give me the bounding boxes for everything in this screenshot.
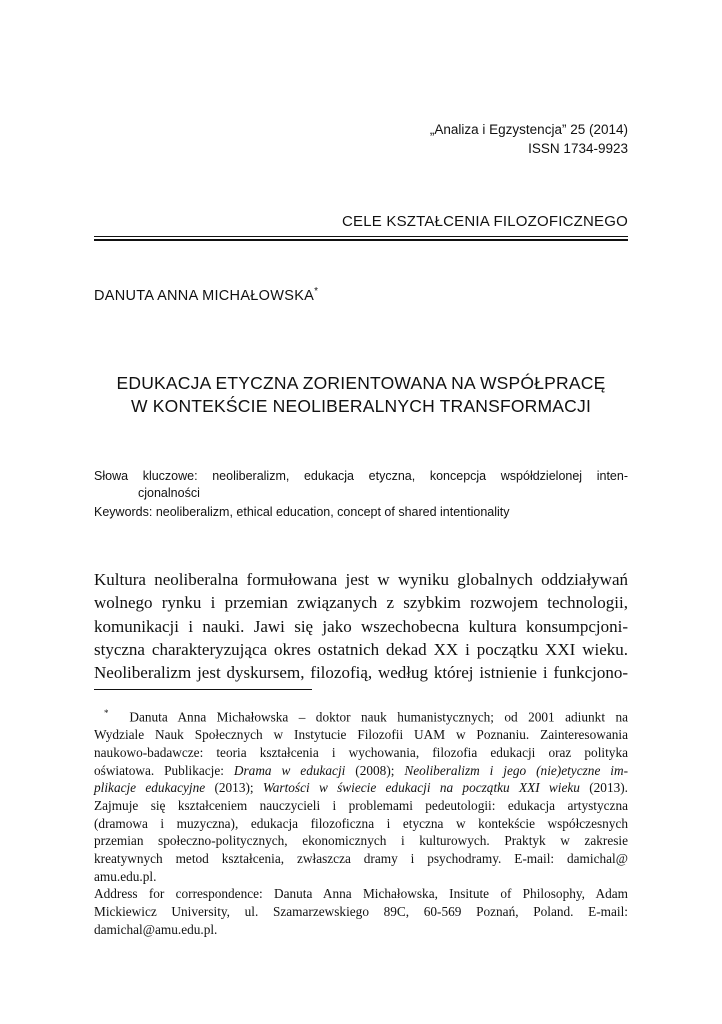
publication-title: Wartości w świecie edukacji na początku XXI wieku — [262, 780, 580, 796]
footnote-line: amu.edu.pl. — [94, 868, 157, 884]
publication-title: Neoliberalizm i jego (nie)etyczne im- — [404, 762, 628, 778]
publication-title: plikacje edukacyjne — [94, 780, 206, 796]
body-line: komunikacji i nauki. Jawi się jako wszechobecna kultura konsumpcjoni- — [94, 616, 628, 636]
footnote-line — [94, 705, 628, 726]
footnote — [94, 705, 628, 939]
footnote-text: (2013). — [579, 780, 629, 796]
footnote-line — [94, 779, 628, 797]
author-name: DANUTA ANNA MICHAŁOWSKA — [94, 287, 315, 304]
body-line: Kultura neoliberalna formułowana jest w wyniku globalnych oddziaływań — [94, 570, 628, 589]
body-line: wolnego rynku i przemian związanych z szybkim rozwojem technologii, — [94, 593, 628, 613]
section-rule-thick — [94, 239, 628, 241]
keywords-english: Keywords: neoliberalizm, ethical education, concept of shared intentionality — [94, 505, 510, 519]
article-title-line-2: W KONTEKŚCIE NEOLIBERALNYCH TRANSFORMACJI — [130, 396, 592, 416]
keywords-polish-line-1: Słowa kluczowe: neoliberalizm, edukacja etyczna, koncepcja współdzielonej inten- — [94, 469, 628, 483]
footnote-line: Wydziale Nauk Społecznych w Instytucie Filozofii UAM w Poznaniu. Zainteresowania — [94, 727, 628, 743]
footnote-line — [94, 762, 628, 780]
footnote-line: Mickiewicz University, ul. Szamarzewskiego 89C, 60-569 Poznań, Poland. E-mail: — [94, 904, 628, 920]
body-line: Neoliberalizm jest dyskursem, filozofią, według której istnienie i funkcjono- — [94, 663, 628, 683]
footnote-line: przemian społeczno-politycznych, ekonomicznych i kulturowych. Praktyk w zakresie — [94, 833, 628, 849]
footnote-line: (dramowa i muzyczna), edukacja filozoficzna i etyczna w kontekście współczesnych — [94, 815, 628, 831]
journal-header — [430, 120, 628, 158]
footnote-separator — [94, 689, 312, 690]
article-title — [94, 372, 628, 418]
body-paragraph — [94, 568, 628, 684]
author-footnote-mark: * — [314, 286, 319, 297]
keywords-polish — [94, 468, 628, 502]
footnote-line: Address for correspondence: Danuta Anna Michałowska, Insitute of Philosophy, Adam — [94, 886, 628, 902]
footnote-text: oświatowa. Publikacje: — [94, 762, 234, 778]
footnote-line: naukowo-badawcze: teoria kształcenia i wychowania, filozofia edukacji oraz polityka — [94, 744, 628, 760]
footnote-line: Zajmuje się kształceniem nauczycieli i problemami pedeutologii: edukacja artystyczna — [94, 797, 628, 813]
keywords-polish-line-2: cjonalności — [138, 486, 200, 500]
section-rule-thin — [94, 236, 628, 237]
publication-title: Drama w edukacji — [233, 762, 346, 778]
footnote-line: damichal@amu.edu.pl. — [94, 921, 218, 937]
journal-citation: „Analiza i Egzystencja” 25 (2014) — [429, 122, 628, 137]
footnote-mark: * — [104, 708, 109, 718]
footnote-text: (2013); — [205, 780, 263, 796]
journal-issn: ISSN 1734-9923 — [528, 141, 628, 156]
footnote-line: kreatywnych metod kształcenia, zwłaszcza dramy i psychodramy. E-mail: damichal@ — [94, 851, 628, 867]
article-title-line-1: EDUKACJA ETYCZNA ZORIENTOWANA NA WSPÓŁPRACĘ — [116, 373, 606, 393]
author-line — [94, 286, 318, 304]
section-title: CELE KSZTAŁCENIA FILOZOFICZNEGO — [342, 213, 628, 230]
footnote-text: Danuta Anna Michałowska – doktor nauk humanistycznych; od 2001 adiunkt na — [129, 709, 628, 725]
body-line: styczna charakteryzująca okres ostatnich dekad XX i początku XXI wieku. — [94, 639, 628, 659]
footnote-text: (2008); — [345, 762, 405, 778]
